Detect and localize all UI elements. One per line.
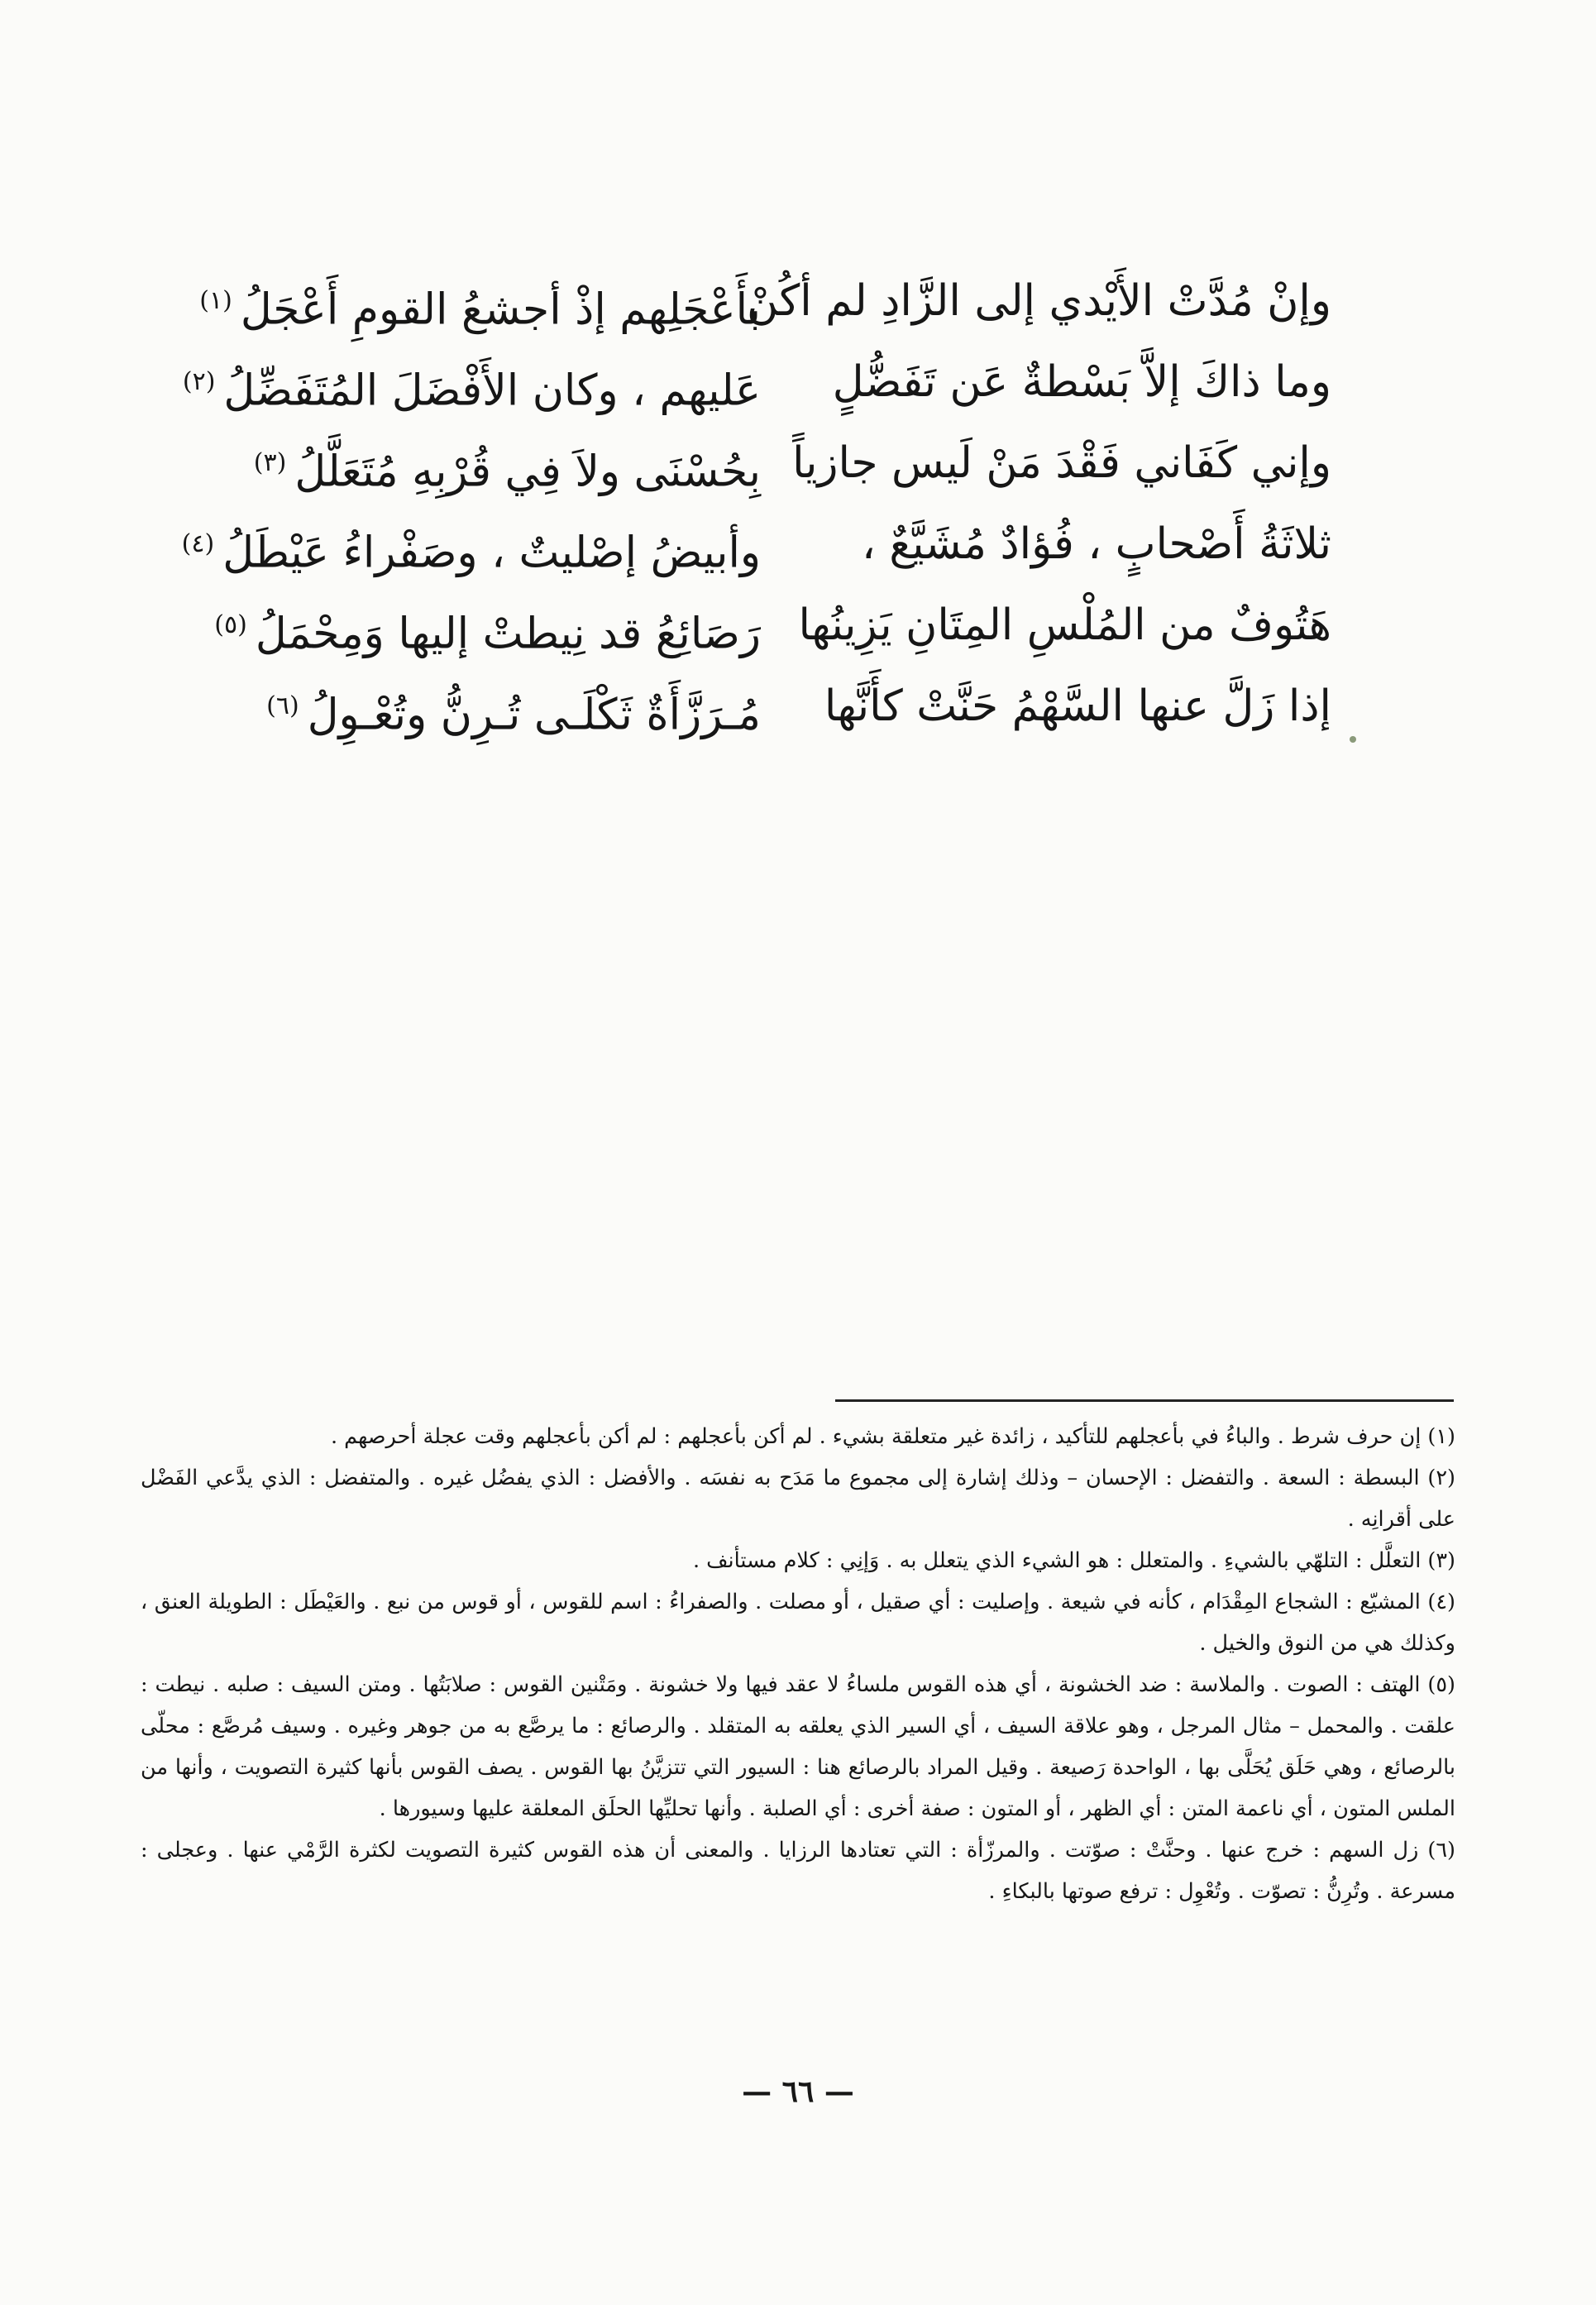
- verse-first-hemistich: وإنْ مُدَّتْ الأَيْدي إلى الزَّادِ لم أكُنْ: [746, 276, 1331, 326]
- verse-second-hemistich-text: بأَعْجَلِهم إذْ أجشعُ القومِ أَعْجَلُ: [240, 285, 761, 335]
- verse-first-hemistich: إذا زَلَّ عنها السَّهْمُ حَنَّتْ كأَنَّها: [824, 681, 1331, 731]
- print-speck: [1350, 736, 1356, 743]
- footnote-3: (٣) التعلَّل : التلهّي بالشيءِ . والمتعلل : هو الشيء الذي يتعلل به . وَإنِي : كلام مستأنف .: [692, 1548, 1455, 1573]
- verse-3: [253, 423, 1331, 504]
- footnote-6: (٦) زل السهم : خرج عنها . وحنَّتْ : صوّتت . والمرزّأة : التي تعتادها الرزايا . والمعنى أن هذه القوس كثيرة التصويت لكثرة الرَّمْي عنها . وعجلى : مسرعة . وتُرِنُّ : تصوّت . وتُعْوِل : ترفع صوتها بالبكاءِ .: [141, 1838, 1455, 1904]
- poem: [181, 261, 1331, 747]
- footnote-marker: (٥): [214, 610, 247, 639]
- footnote-2: (٢) البسطة : السعة . والتفضل : الإحسان – وذلك إشارة إلى مجموع ما مَدَح به نفسَه . والأفضل : الذي يفضُل غيره . والمتفضل : الذي يدَّعي الفَضْل على أقرانِه .: [141, 1466, 1455, 1532]
- footnote-marker: (٣): [253, 448, 287, 477]
- footnote-4: (٤) المشيّع : الشجاع المِقْدَام ، كأنه في شيعة . وإصليت : أي صقيل ، أو مصلت . والصفراءُ : اسم للقوس ، أو قوس من نبع . والعَيْطَل : الطويلة العنق ، وكذلك هي من النوق والخيل .: [141, 1590, 1455, 1656]
- verse-second-hemistich-text: بِحُسْنَى ولاَ فِي قُرْبِهِ مُتَعَلَّلُ: [294, 447, 761, 497]
- verse-4: [181, 504, 1331, 585]
- footnote-1: (١) إن حرف شرط . والباءُ في بأعجلهم للتأكيد ، زائدة غير متعلقة بشيء . لم أكن بأعجلهم : لم أكن بأعجلهم وقت عجلة أحرصهم .: [330, 1424, 1455, 1449]
- verse-second-hemistich-text: مُـرَزَّأَةٌ ثَكْلَـى تُـرِنُّ وتُعْـوِلُ: [307, 690, 761, 740]
- verse-second-hemistich: [266, 666, 761, 755]
- verse-second-hemistich: [181, 504, 761, 593]
- verse-first-hemistich: ثلاثَةُ أَصْحابٍ ، فُؤادٌ مُشَيَّعٌ ،: [862, 519, 1331, 569]
- verse-second-hemistich: [199, 261, 761, 350]
- verse-first-hemistich: هَتُوفٌ من المُلْسِ المِتَانِ يَزِينُها: [798, 600, 1331, 650]
- verse-5: [214, 585, 1331, 666]
- footnote-separator: [835, 1399, 1454, 1402]
- footnotes: [141, 1416, 1455, 1912]
- verse-2: [182, 342, 1331, 423]
- verse-6: [266, 666, 1331, 747]
- verse-first-hemistich: وما ذاكَ إلاَّ بَسْطةٌ عَن تَفَضُّلٍ: [832, 357, 1331, 407]
- verse-second-hemistich-text: وأبيضُ إصْليتٌ ، وصَفْراءُ عَيْطَلُ: [222, 528, 761, 578]
- verse-1: [199, 261, 1331, 342]
- verse-first-hemistich: وإني كَفَاني فَقْدَ مَنْ لَيس جازياً: [792, 438, 1331, 488]
- footnote-marker: (٤): [181, 529, 215, 558]
- verse-second-hemistich: [253, 423, 761, 512]
- page-number: — ٦٦ —: [742, 2074, 854, 2109]
- footnote-marker: (٢): [182, 367, 216, 396]
- verse-second-hemistich-text: رَصَائِعُ قد نِيطتْ إليها وَمِحْمَلُ: [255, 609, 761, 659]
- verse-second-hemistich: [182, 342, 761, 431]
- verse-second-hemistich-text: عَليهم ، وكان الأَفْضَلَ المُتَفَضِّلُ: [223, 366, 761, 416]
- footnote-5: (٥) الهتف : الصوت . والملاسة : ضد الخشونة ، أي هذه القوس ملساءُ لا عقد فيها ولا خشونة . ومَتْنين القوس : صلابَتُها . ومتن السيف : صلبه . نيطت : علقت . والمحمل – مثال المرجل ، وهو علاقة السيف ، أي السير الذي يعلقه به المتقلد . والرصائع : ما يرصَّع به من جوهر وغيره . وسيف مُرصَّع : محلّى بالرصائع ، وهي حَلَق يُحَلَّى بها ، الواحدة رَصيعة . وقيل المراد بالرصائع هنا : السيور التي تتزيَّنُ بها القوس . يصف القوس بأنها كثيرة التصويت ، وأنها من الملس المتون ، أي ناعمة المتن : أي الظهر ، أو المتون : صفة أخرى : أي الصلبة . وأنها تحليِّها الحلَق المعلقة عليها وسيورها .: [141, 1672, 1455, 1821]
- footnote-marker: (٦): [266, 691, 299, 720]
- footnote-marker: (١): [199, 286, 232, 315]
- verse-second-hemistich: [214, 585, 761, 674]
